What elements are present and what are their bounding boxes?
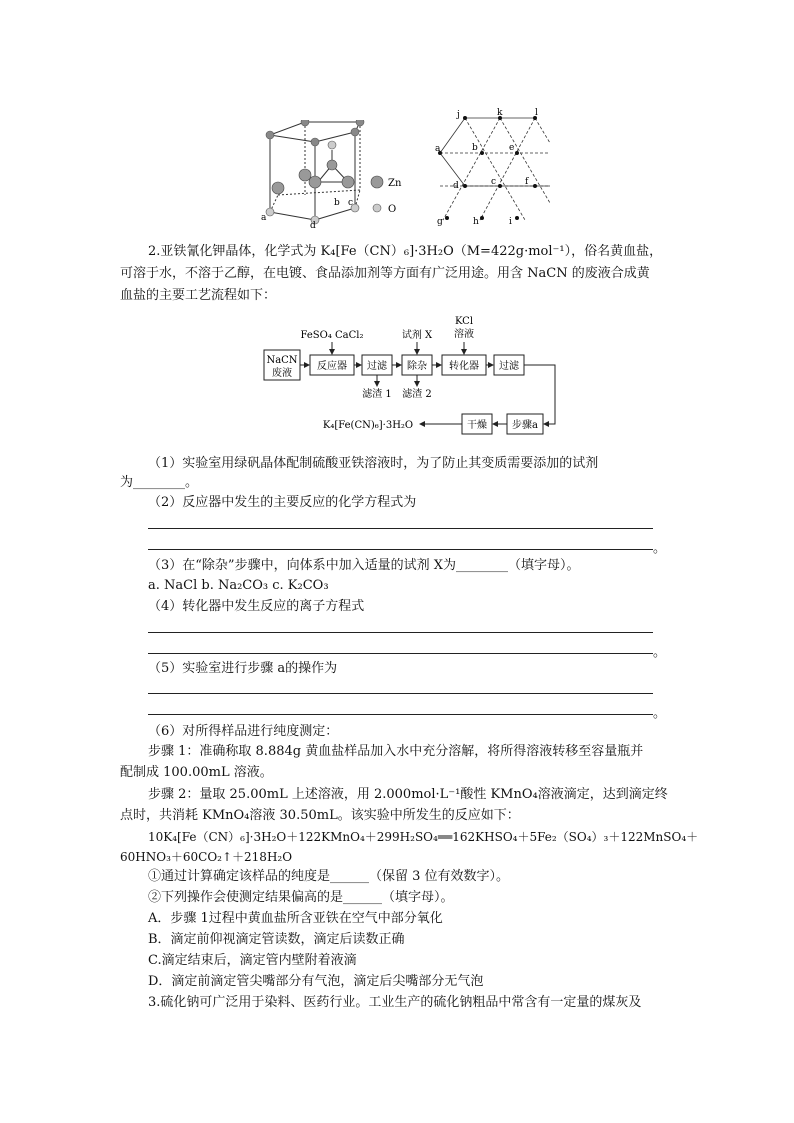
step2-line1: 步骤 2：量取 25.00mL 上述溶液，用 2.000mol·L⁻¹酸性 KMnO₄溶液滴定，达到滴定终 <box>148 787 668 802</box>
lattice-label-i: i <box>509 217 512 227</box>
answer-line-2b[interactable] <box>148 549 653 550</box>
process-flow-chart <box>250 312 570 442</box>
q2-part1-line2: 为________。 <box>120 475 199 490</box>
q2-part2: （2）反应器中发生的主要反应的化学方程式为 <box>148 495 417 510</box>
flow-converter: 转化器 <box>449 361 479 372</box>
step1-line1: 步骤 1：准确称取 8.884g 黄血盐样品加入水中充分溶解，将所得溶液转移至容量瓶并 <box>148 744 644 759</box>
answer-line-4a[interactable] <box>148 632 653 633</box>
answer-line-2a[interactable] <box>148 528 653 529</box>
flow-nacn-line2: 废液 <box>272 368 292 379</box>
flow-product: K₄[Fe(CN)₆]·3H₂O <box>322 420 414 431</box>
crystal-label-d: d <box>310 221 316 230</box>
lattice-label-d: d <box>453 181 459 191</box>
flow-dry: 干燥 <box>467 420 487 431</box>
q2-intro-line-3: 血盐的主要工艺流程如下： <box>120 288 277 303</box>
end-mark-5: 。 <box>653 706 667 721</box>
option-a: A．步骤 1过程中黄血盐所含亚铁在空气中部分氧化 <box>148 911 443 926</box>
crystal-label-b: b <box>334 198 340 208</box>
lattice-figure <box>435 108 555 228</box>
lattice-label-e: e <box>509 143 515 153</box>
flow-kcl-line2: 溶液 <box>454 329 474 340</box>
crystal-structure-figure <box>260 120 420 230</box>
q2-part1-line1: （1）实验室用绿矾晶体配制硫酸亚铁溶液时，为了防止其变质需要添加的试剂 <box>148 456 599 471</box>
q2-part3: （3）在“除杂”步骤中，向体系中加入适量的试剂 X为________（填字母）。 <box>148 558 580 573</box>
answer-line-5a[interactable] <box>148 693 653 694</box>
lattice-label-c: c <box>491 177 497 187</box>
q2-part3-options: a. NaCl b. Na₂CO₃ c. K₂CO₃ <box>148 578 329 593</box>
option-d: D．滴定前滴定管尖嘴部分有气泡，滴定后尖嘴部分无气泡 <box>148 974 484 989</box>
lattice-label-j: j <box>457 110 460 120</box>
flow-purify: 除杂 <box>407 361 427 372</box>
step1-line2: 配制成 100.00mL 溶液。 <box>120 765 273 780</box>
lattice-label-b: b <box>472 143 478 153</box>
q2-part5: （5）实验室进行步骤 a的操作为 <box>148 661 338 676</box>
flow-reagent-1: FeSO₄ CaCl₂ <box>300 330 364 341</box>
flow-reagent-x: 试剂 X <box>401 330 433 341</box>
reaction-equation-line2: 60HNO₃＋60CO₂↑＋218H₂O <box>120 850 293 864</box>
q2-part4: （4）转化器中发生反应的离子方程式 <box>148 599 365 614</box>
reaction-equation-line1: 10K₄[Fe（CN）₆]·3H₂O＋122KMnO₄＋299H₂SO₄══162KHSO₄＋5Fe₂（SO₄）₃＋122MnSO₄＋ <box>148 830 699 844</box>
flow-filter-2: 过滤 <box>499 361 519 372</box>
subquestion-1: ①通过计算确定该样品的纯度是______（保留 3 位有效数字）。 <box>148 869 510 884</box>
crystal-label-a: a <box>261 213 267 223</box>
lattice-label-h: h <box>473 217 479 227</box>
q2-intro-line-2: 可溶于水，不溶于乙醇，在电镀、食品添加剂等方面有广泛用途。用含 NaCN 的废液合成黄 <box>120 266 650 281</box>
legend-o-label: O <box>388 204 397 215</box>
end-mark-2: 。 <box>653 541 667 556</box>
lattice-label-a: a <box>435 144 441 154</box>
flow-residue-2: 滤渣 2 <box>402 389 432 400</box>
q3-intro: 3.硫化钠可广泛用于染料、医药行业。工业生产的硫化钠粗品中常含有一定量的煤灰及 <box>148 995 642 1010</box>
lattice-label-g: g <box>437 217 443 227</box>
flow-nacn-line1: NaCN <box>266 355 298 366</box>
q2-part6: （6）对所得样品进行纯度测定： <box>148 724 339 739</box>
lattice-label-f: f <box>525 177 529 187</box>
legend-zn-label: Zn <box>388 178 402 189</box>
crystal-label-c: c <box>348 198 354 208</box>
answer-line-4b[interactable] <box>148 653 653 654</box>
end-mark-4: 。 <box>653 645 667 660</box>
step2-line2: 点时，共消耗 KMnO₄溶液 30.50mL。该实验中所发生的反应如下： <box>120 808 520 823</box>
flow-filter-1: 过滤 <box>367 361 387 372</box>
flow-step-a: 步骤a <box>512 420 538 431</box>
flow-kcl-line1: KCl <box>454 316 474 327</box>
lattice-label-k: k <box>497 108 503 118</box>
option-b: B．滴定前仰视滴定管读数，滴定后读数正确 <box>148 932 405 947</box>
flow-residue-1: 滤渣 1 <box>362 389 392 400</box>
lattice-label-l: l <box>535 108 538 118</box>
subquestion-2: ②下列操作会使测定结果偏高的是______（填字母）。 <box>148 890 454 905</box>
answer-line-5b[interactable] <box>148 714 653 715</box>
q2-intro-line-1: 2.亚铁氰化钾晶体，化学式为 K₄[Fe（CN）₆]·3H₂O（M=422g·mol⁻¹），俗名黄血盐， <box>148 244 663 259</box>
option-c: C.滴定结束后，滴定管内壁附着液滴 <box>148 953 357 968</box>
flow-reactor: 反应器 <box>317 361 347 372</box>
